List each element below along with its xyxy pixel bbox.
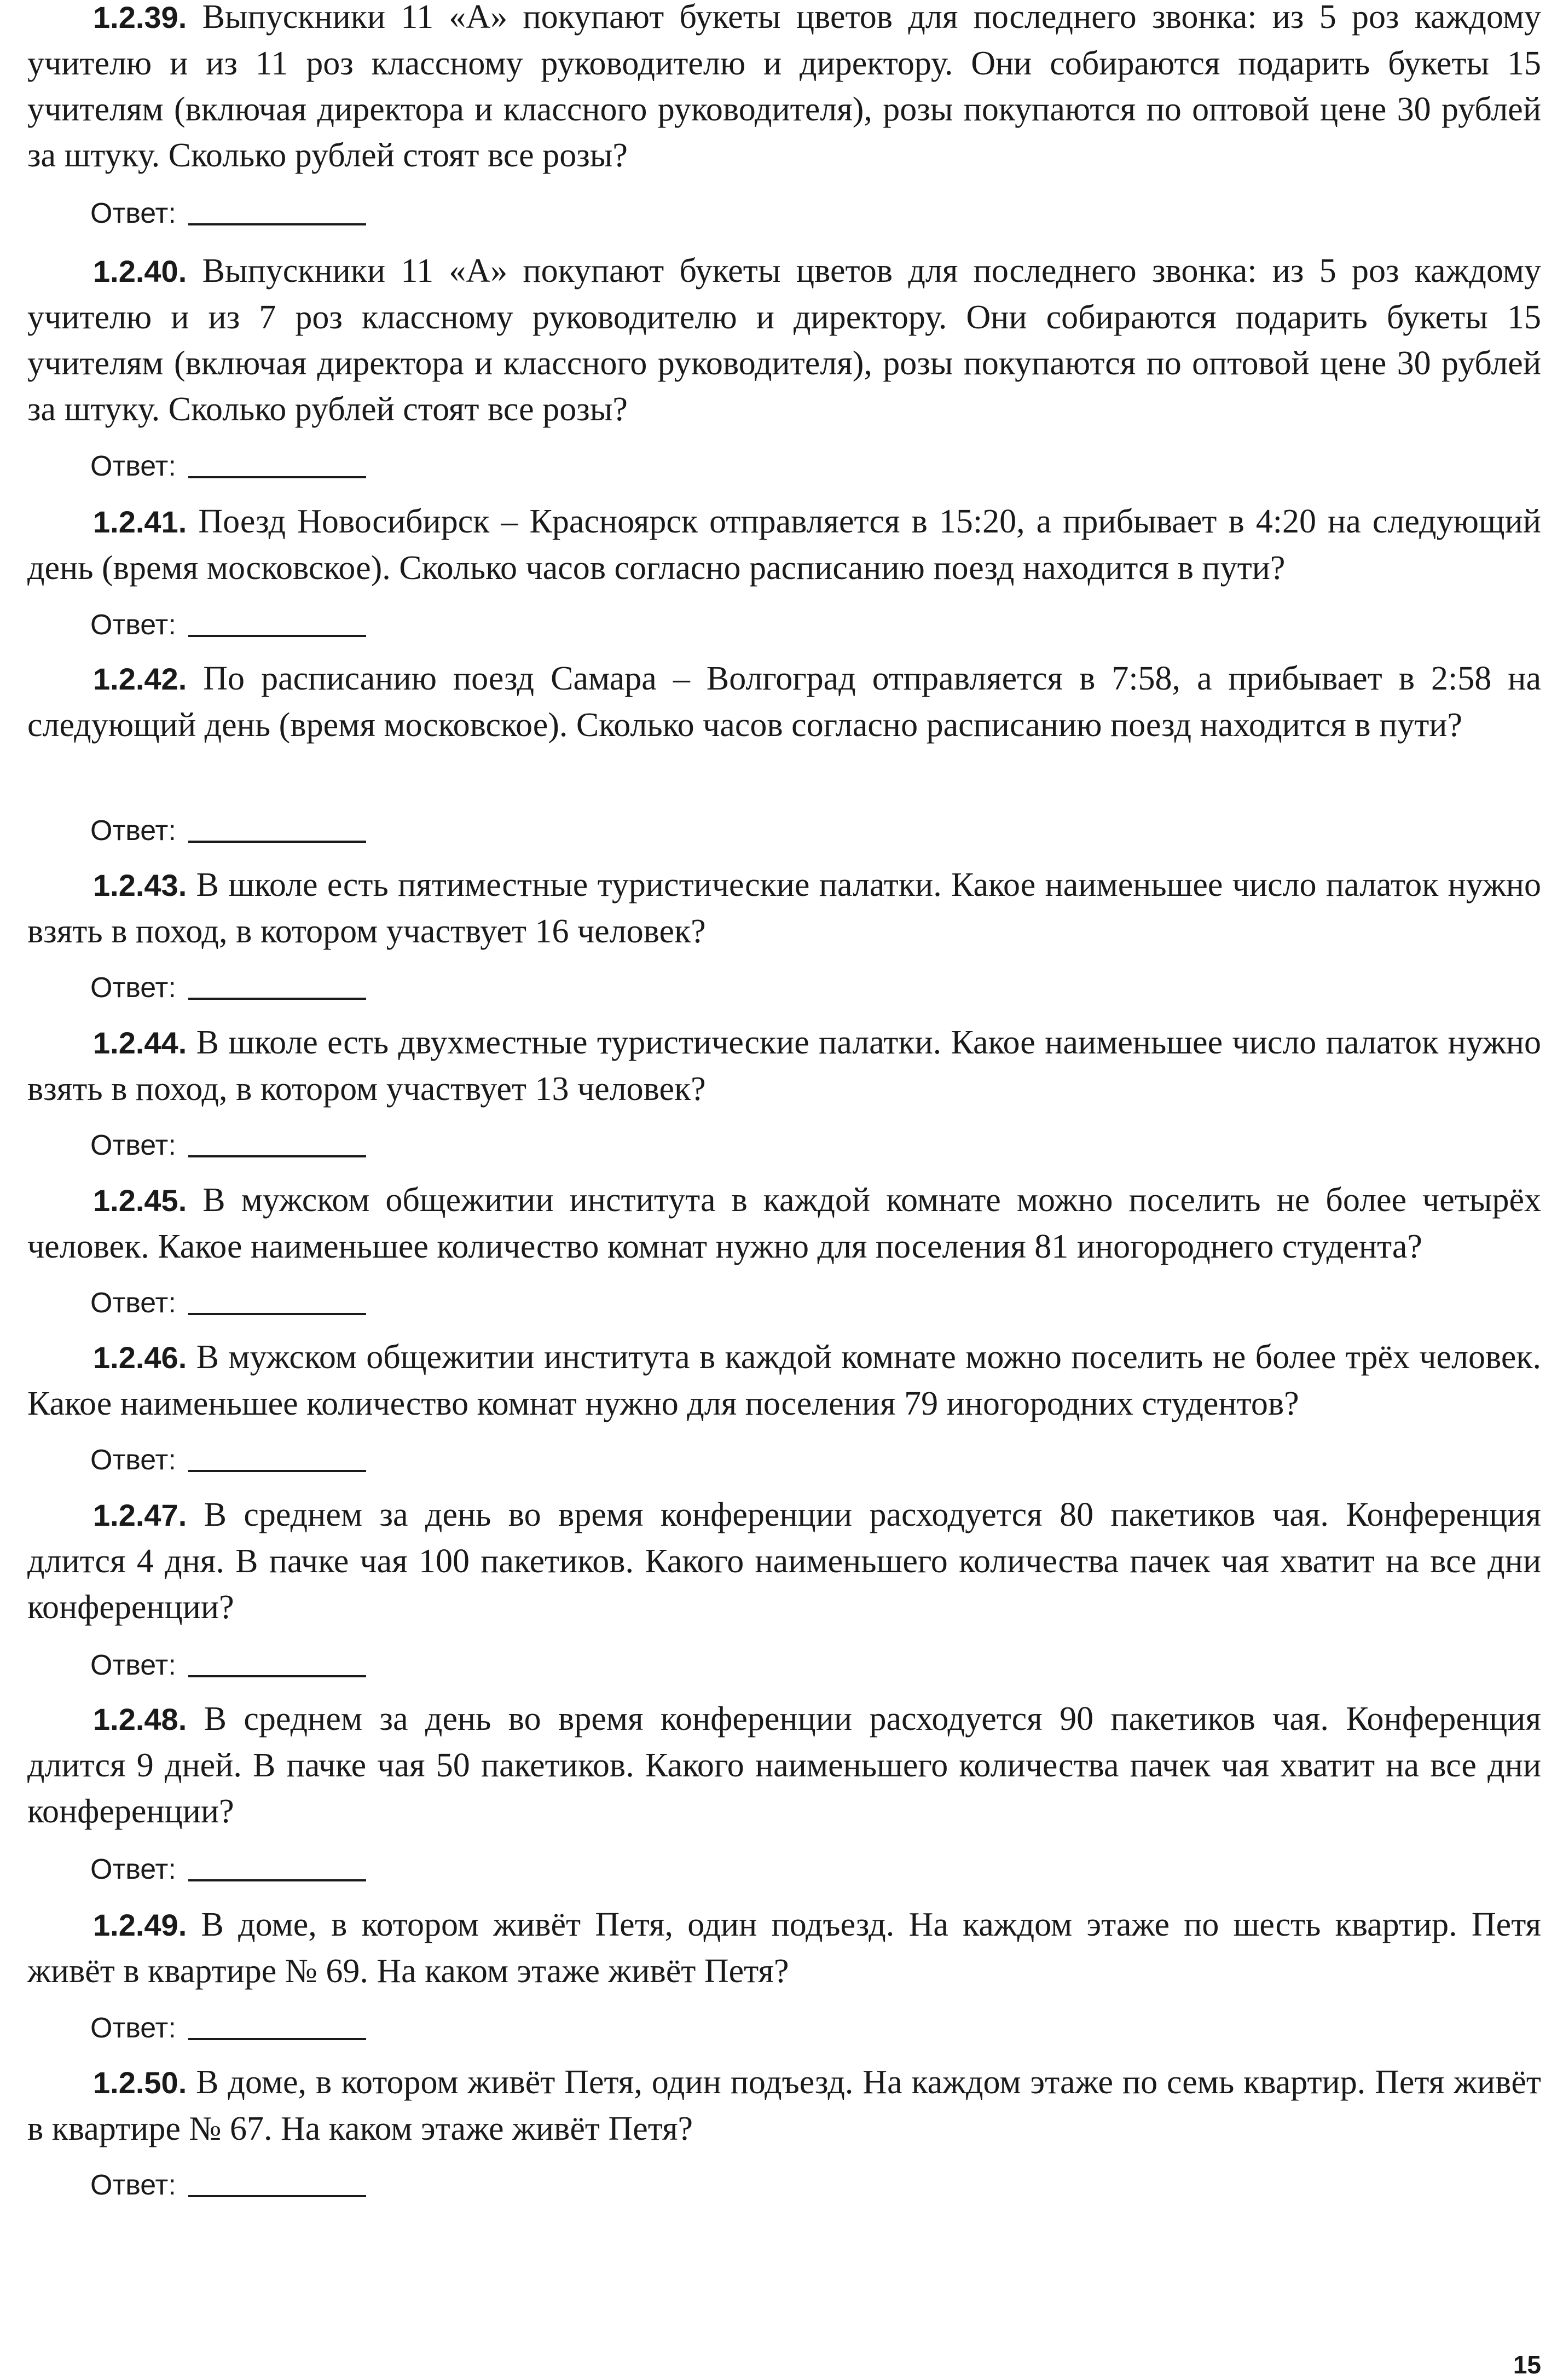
problem-text: В среднем за день во время конференции расходуется 80 пакетиков чая. Конференция длится 4 дня. В пачке чая 100 пакетиков. Какого наименьшего количества пачек чая хватит на все дни конференции? bbox=[27, 1496, 1541, 1626]
answer-label: Ответ: bbox=[90, 1854, 176, 1885]
problem-1-2-42 bbox=[27, 656, 1541, 748]
answer-row-1-2-44 bbox=[90, 1124, 366, 1162]
answer-blank[interactable] bbox=[188, 1675, 366, 1677]
answer-label: Ответ: bbox=[90, 198, 176, 229]
answer-label: Ответ: bbox=[90, 1649, 176, 1681]
problem-1-2-41 bbox=[27, 499, 1541, 591]
problem-text: В мужском общежитии института в каждой комнате можно поселить не более трёх человек. Какое наименьшее количество комнат нужно для поселения 79 иногородних студентов? bbox=[27, 1339, 1541, 1422]
answer-row-1-2-41 bbox=[90, 603, 366, 641]
answer-blank[interactable] bbox=[188, 2195, 366, 2197]
problem-text: В школе есть двухместные туристические палатки. Какое наименьшее число палаток нужно взять в поход, в котором участвует 13 человек? bbox=[27, 1024, 1541, 1108]
problem-number: 1.2.43. bbox=[93, 868, 187, 902]
problem-text: В доме, в котором живёт Петя, один подъезд. На каждом этаже по шесть квартир. Петя живёт в квартире № 69. На каком этаже живёт Петя? bbox=[27, 1906, 1541, 1990]
problem-1-2-39 bbox=[27, 0, 1541, 178]
problem-text: По расписанию поезд Самара – Волгоград отправляется в 7:58, а прибывает в 2:58 на следующий день (время московское). Сколько часов согласно расписанию поезд находится в пути? bbox=[27, 660, 1541, 744]
problem-1-2-50 bbox=[27, 2059, 1541, 2152]
problem-1-2-47 bbox=[27, 1492, 1541, 1630]
problem-number: 1.2.41. bbox=[93, 505, 187, 539]
answer-label: Ответ: bbox=[90, 2012, 176, 2044]
answer-blank[interactable] bbox=[188, 998, 366, 1000]
problem-1-2-44 bbox=[27, 1020, 1541, 1112]
problem-text: В среднем за день во время конференции расходуется 90 пакетиков чая. Конференция длится 9 дней. В пачке чая 50 пакетиков. Какого наименьшего количества пачек чая хватит на все дни конференции? bbox=[27, 1700, 1541, 1830]
answer-label: Ответ: bbox=[90, 815, 176, 847]
answer-label: Ответ: bbox=[90, 609, 176, 641]
answer-row-1-2-43 bbox=[90, 966, 366, 1004]
problem-number: 1.2.44. bbox=[93, 1026, 187, 1060]
answer-label: Ответ: bbox=[90, 1130, 176, 1161]
answer-blank[interactable] bbox=[188, 1155, 366, 1157]
answer-label: Ответ: bbox=[90, 450, 176, 482]
problem-number: 1.2.42. bbox=[93, 662, 187, 696]
problem-text: В доме, в котором живёт Петя, один подъезд. На каждом этаже по семь квартир. Петя живёт в квартире № 67. На каком этаже живёт Петя? bbox=[27, 2064, 1541, 2147]
problem-1-2-45 bbox=[27, 1177, 1541, 1270]
answer-row-1-2-47 bbox=[90, 1643, 366, 1682]
problem-number: 1.2.46. bbox=[93, 1340, 187, 1375]
problem-number: 1.2.50. bbox=[93, 2065, 187, 2100]
answer-blank[interactable] bbox=[188, 1313, 366, 1315]
problem-text: В школе есть пятиместные туристические палатки. Какое наименьшее число палаток нужно взять в поход, в котором участвует 16 человек? bbox=[27, 866, 1541, 950]
problem-number: 1.2.39. bbox=[93, 0, 187, 34]
problem-number: 1.2.49. bbox=[93, 1908, 187, 1942]
problem-text: Выпускники 11 «А» покупают букеты цветов для последнего звонка: из 5 роз каждому учителю и из 7 роз классному руководителю и директору. Они собираются подарить букеты 15 учителям (включая директора и классного руководителя), розы покупаются по оптовой цене 30 рублей за штуку. Сколько рублей стоят все розы? bbox=[27, 252, 1541, 428]
answer-label: Ответ: bbox=[90, 1287, 176, 1319]
problem-1-2-49 bbox=[27, 1902, 1541, 1994]
page-number: 15 bbox=[1513, 2350, 1541, 2379]
problem-1-2-43 bbox=[27, 862, 1541, 954]
answer-blank[interactable] bbox=[188, 1879, 366, 1881]
answer-blank[interactable] bbox=[188, 635, 366, 637]
problem-text: Выпускники 11 «А» покупают букеты цветов для последнего звонка: из 5 роз каждому учителю и из 11 роз классному руководителю и директору. Они собираются подарить букеты 15 учителям (включая директора и классного руководителя), розы покупаются по оптовой цене 30 рублей за штуку. Сколько рублей стоят все розы? bbox=[27, 0, 1541, 174]
problem-1-2-46 bbox=[27, 1334, 1541, 1427]
problem-text: Поезд Новосибирск – Красноярск отправляется в 15:20, а прибывает в 4:20 на следующий день (время московское). Сколько часов согласно расписанию поезд находится в пути? bbox=[27, 503, 1541, 587]
answer-row-1-2-42 bbox=[90, 809, 366, 847]
answer-row-1-2-45 bbox=[90, 1281, 366, 1319]
problem-1-2-40 bbox=[27, 248, 1541, 432]
answer-blank[interactable] bbox=[188, 2038, 366, 2040]
answer-blank[interactable] bbox=[188, 841, 366, 843]
problem-number: 1.2.45. bbox=[93, 1183, 187, 1218]
answer-row-1-2-39 bbox=[90, 192, 366, 230]
problem-number: 1.2.40. bbox=[93, 254, 187, 288]
answer-blank[interactable] bbox=[188, 476, 366, 478]
answer-label: Ответ: bbox=[90, 2169, 176, 2201]
problem-text: В мужском общежитии института в каждой комнате можно поселить не более четырёх человек. Какое наименьшее количество комнат нужно для поселения 81 иногороднего студента? bbox=[27, 1182, 1541, 1265]
answer-row-1-2-40 bbox=[90, 444, 366, 483]
answer-label: Ответ: bbox=[90, 972, 176, 1004]
answer-row-1-2-46 bbox=[90, 1438, 366, 1476]
problem-number: 1.2.48. bbox=[93, 1702, 187, 1736]
answer-blank[interactable] bbox=[188, 1470, 366, 1472]
textbook-page bbox=[27, 0, 1541, 2380]
problem-number: 1.2.47. bbox=[93, 1498, 187, 1532]
answer-row-1-2-48 bbox=[90, 1848, 366, 1886]
problem-1-2-48 bbox=[27, 1696, 1541, 1834]
answer-blank[interactable] bbox=[188, 223, 366, 225]
answer-row-1-2-49 bbox=[90, 2006, 366, 2045]
answer-row-1-2-50 bbox=[90, 2163, 366, 2202]
answer-label: Ответ: bbox=[90, 1444, 176, 1476]
